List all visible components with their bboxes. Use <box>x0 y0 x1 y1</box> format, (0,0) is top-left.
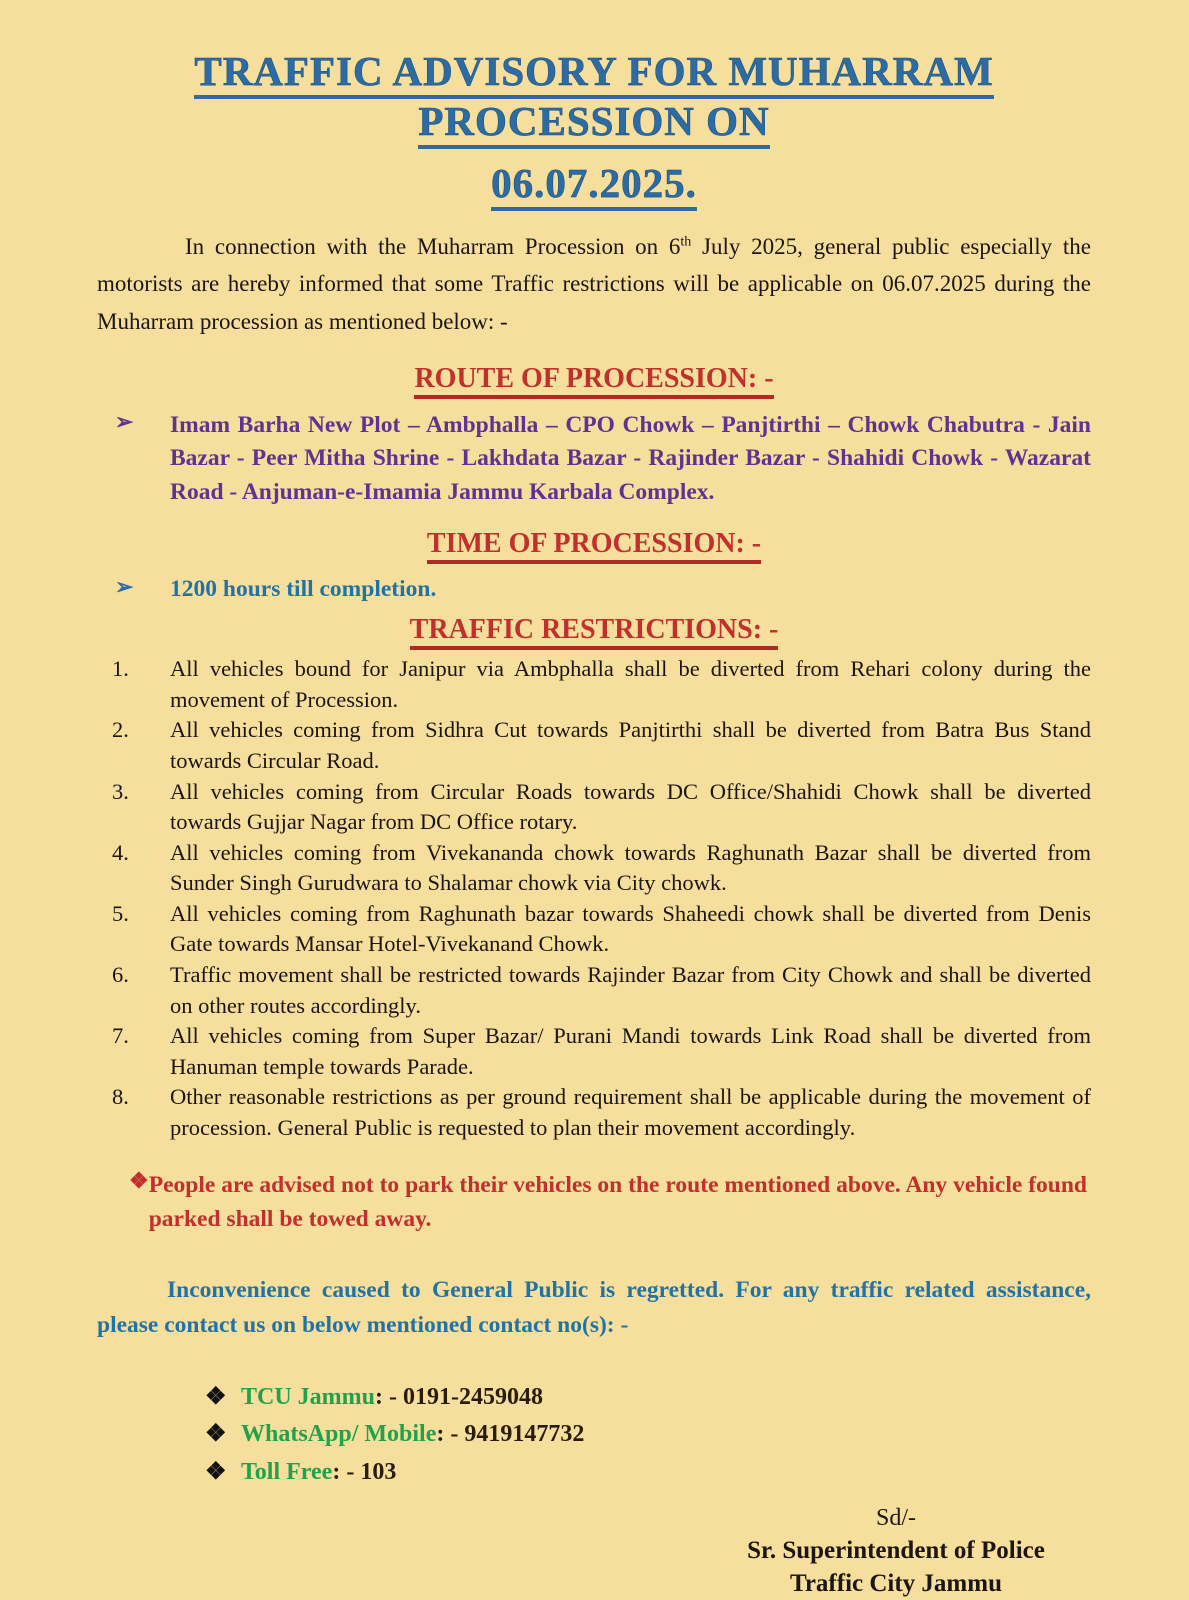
signature-designation: Sr. Superintendent of Police <box>747 1536 1045 1564</box>
title-date <box>97 158 1091 208</box>
item-text: All vehicles coming from Sidhra Cut towards Panjtirthi shall be diverted from Batra Bus Stand towards Circular Road. <box>170 717 1091 773</box>
item-text: Traffic movement shall be restricted towards Rajinder Bazar from City Chowk and shall be diverted on other routes accordingly. <box>170 962 1091 1018</box>
title-line-1 <box>97 46 1091 146</box>
arrow-bullet-icon: ➢ <box>115 408 134 434</box>
item-number: 5. <box>112 900 129 926</box>
contact-item <box>205 1379 1091 1416</box>
title-line-1-text: TRAFFIC ADVISORY FOR MUHARRAM PROCESSION ON <box>194 48 993 149</box>
signature-office: Traffic City Jammu <box>790 1569 1002 1597</box>
ordinal-superscript: th <box>680 234 692 250</box>
contact-label: TCU Jammu <box>241 1384 376 1411</box>
contact-label: WhatsApp/ Mobile <box>241 1421 437 1448</box>
signature-block <box>701 1503 1091 1600</box>
contact-item <box>205 1416 1091 1453</box>
item-number: 8. <box>112 1084 129 1110</box>
contact-value: : - 0191-2459048 <box>375 1384 543 1411</box>
arrow-bullet-icon: ➢ <box>115 573 134 599</box>
diamond-bullet-icon: ❖ <box>129 1167 149 1193</box>
parking-advisory-text: People are advised not to park their vehicles on the route mentioned above. Any vehicle found parked shall be towed away. <box>148 1171 1087 1233</box>
title-date-text: 06.07.2025. <box>491 160 697 211</box>
diamond-bullet-icon: ❖ <box>205 1421 227 1448</box>
parking-advisory <box>97 1168 1091 1237</box>
restriction-item <box>97 838 1091 899</box>
route-section-heading <box>97 363 1091 395</box>
item-number: 1. <box>112 656 129 682</box>
item-number: 4. <box>112 839 129 865</box>
restrictions-section-heading <box>97 614 1091 646</box>
diamond-bullet-icon: ❖ <box>205 1458 227 1485</box>
item-text: Other reasonable restrictions as per ground requirement shall be applicable during the movement of procession. General Public is requested to plan their movement accordingly. <box>170 1084 1091 1141</box>
item-text: All vehicles coming from Raghunath bazar towards Shaheedi chowk shall be diverted from Denis Gate towards Mansar Hotel-Vivekanand Chowk. <box>170 900 1091 957</box>
restrictions-list <box>97 654 1091 1144</box>
restriction-item <box>97 1082 1091 1143</box>
intro-text-start: In connection with the Muharram Procession on 6 <box>185 234 681 260</box>
item-text: All vehicles bound for Janipur via Ambphalla shall be diverted from Rehari colony during the movement of Procession. <box>170 656 1091 712</box>
contact-label: Toll Free <box>241 1458 333 1485</box>
diamond-bullet-icon: ❖ <box>205 1384 227 1411</box>
route-heading-text: ROUTE OF PROCESSION: - <box>414 363 773 399</box>
contact-item <box>205 1454 1091 1491</box>
item-text: All vehicles coming from Vivekananda chowk towards Raghunath Bazar shall be diverted from Sunder Singh Gurudwara to Shalamar chowk via City chowk. <box>170 839 1091 896</box>
time-heading-text: TIME OF PROCESSION: - <box>427 528 761 564</box>
contact-value: : - 9419147732 <box>436 1421 585 1448</box>
intro-text-end: July 2025, general public especially the motorists are hereby informed that some Traffic restrictions will be applicable on 06.07.2025 during the Muharram procession as mentioned below: - <box>97 234 1091 334</box>
time-section-heading <box>97 528 1091 560</box>
contact-value: : - 103 <box>332 1458 397 1485</box>
time-item <box>97 574 1091 605</box>
route-text: Imam Barha New Plot – Ambphalla – CPO Chowk – Panjtirthi – Chowk Chabutra - Jain Bazar - Peer Mitha Shrine - Lakhdata Bazar - Rajinder Bazar - Shahidi Chowk - Wazarat Road - Anjuman-e-Imamia Jammu Karbala Complex. <box>170 411 1091 505</box>
restriction-item <box>97 715 1091 776</box>
item-number: 6. <box>112 962 129 988</box>
intro-paragraph <box>97 228 1091 340</box>
item-number: 7. <box>112 1023 129 1049</box>
item-number: 2. <box>112 717 129 743</box>
restriction-item <box>97 1021 1091 1082</box>
contact-list <box>205 1379 1091 1491</box>
restriction-item <box>97 899 1091 960</box>
route-item <box>97 409 1091 510</box>
document-title <box>97 46 1091 208</box>
item-number: 3. <box>112 778 129 804</box>
restriction-item <box>97 654 1091 715</box>
restrictions-heading-text: TRAFFIC RESTRICTIONS: - <box>410 614 779 650</box>
time-text: 1200 hours till completion. <box>170 575 437 602</box>
restriction-item <box>97 777 1091 838</box>
signature-sd: Sd/- <box>875 1504 916 1531</box>
item-text: All vehicles coming from Super Bazar/ Purani Mandi towards Link Road shall be diverted from Hanuman temple towards Parade. <box>170 1023 1091 1079</box>
restriction-item <box>97 960 1091 1021</box>
assistance-paragraph: Inconvenience caused to General Public is regretted. For any traffic related assistance, please contact us on below mentioned contact no(s): - <box>97 1276 1091 1338</box>
item-text: All vehicles coming from Circular Roads towards DC Office/Shahidi Chowk shall be diverted towards Gujjar Nagar from DC Office rotary. <box>170 778 1091 835</box>
